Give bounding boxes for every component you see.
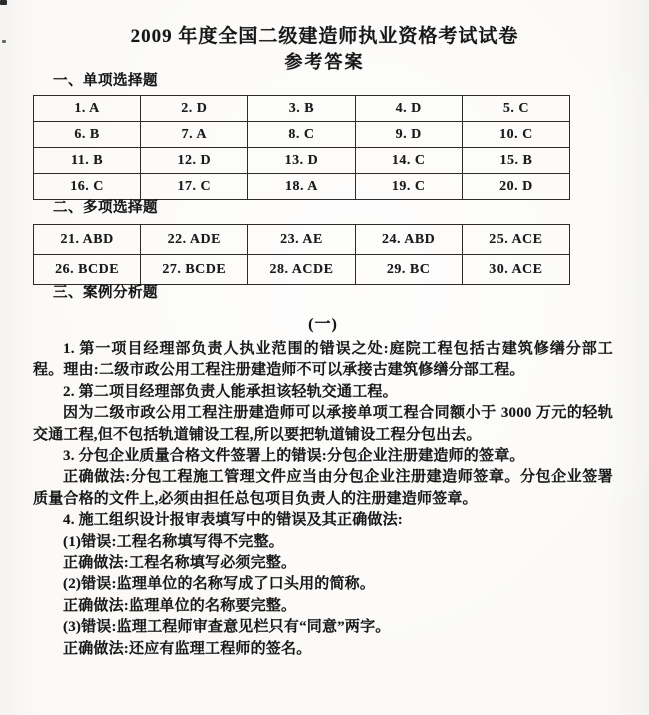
document-subtitle: 参考答案 — [284, 52, 365, 72]
answer-cell: 12. D — [141, 148, 248, 174]
answer-cell: 11. B — [34, 148, 141, 174]
case-paragraph: 因为二级市政公用工程注册建造师可以承接单项工程合同额小于 3000 万元的轻轨交通工程,但不包括轨道铺设工程,所以要把轨道铺设工程分包出去。 — [33, 405, 613, 443]
scan-artifact — [2, 40, 6, 43]
answer-cell: 21. ABD — [34, 225, 141, 255]
answer-cell: 2. D — [141, 96, 248, 122]
answer-cell: 6. B — [34, 122, 141, 148]
answer-cell: 9. D — [355, 122, 462, 148]
table-row — [34, 225, 570, 255]
section-heading-multi-choice: 二、多项选择题 — [53, 200, 158, 216]
case-paragraph: 3. 分包企业质量合格文件签署上的错误:分包企业注册建造师的签章。 — [63, 448, 525, 465]
answer-cell: 22. ADE — [141, 225, 248, 255]
answer-cell: 16. C — [34, 174, 141, 200]
case-one-label: (一) — [308, 316, 338, 333]
answer-cell: 1. A — [34, 96, 141, 122]
section-heading-single-choice: 一、单项选择题 — [53, 73, 158, 89]
case-paragraph: (1)错误:工程名称填写得不完整。 — [63, 533, 284, 550]
answer-cell: 3. B — [248, 96, 355, 122]
case-paragraph: 正确做法:工程名称填写必须完整。 — [63, 555, 297, 572]
table-row — [34, 148, 570, 174]
answer-cell: 26. BCDE — [34, 255, 141, 285]
answer-cell: 27. BCDE — [141, 255, 248, 285]
answer-cell: 24. ABD — [355, 225, 462, 255]
answer-cell: 23. AE — [248, 225, 355, 255]
answer-cell: 20. D — [462, 174, 569, 200]
scan-artifact — [0, 0, 7, 5]
answer-cell: 13. D — [248, 148, 355, 174]
answer-cell: 30. ACE — [462, 255, 569, 285]
table-row — [34, 255, 570, 285]
answer-cell: 5. C — [462, 96, 569, 122]
case-paragraph: (3)错误:监理工程师审查意见栏只有“同意”两字。 — [63, 619, 391, 636]
document-header — [0, 0, 649, 73]
case-paragraph: 正确做法:还应有监理工程师的签名。 — [63, 640, 312, 657]
document-body — [33, 73, 613, 660]
table-row — [34, 174, 570, 200]
answer-cell: 15. B — [462, 148, 569, 174]
answer-cell: 18. A — [248, 174, 355, 200]
section-heading-case-analysis: 三、案例分析题 — [53, 285, 158, 301]
case-paragraph: (2)错误:监理单位的名称写成了口头用的简称。 — [63, 576, 376, 593]
document-title: 2009 年度全国二级建造师执业资格考试试卷 — [130, 26, 519, 47]
answer-cell: 7. A — [141, 122, 248, 148]
answer-cell: 14. C — [355, 148, 462, 174]
answer-cell: 17. C — [141, 174, 248, 200]
answer-cell: 29. BC — [355, 255, 462, 285]
multi-choice-answer-table — [33, 224, 570, 285]
case-analysis-text — [33, 339, 613, 660]
answer-cell: 28. ACDE — [248, 255, 355, 285]
answer-cell: 4. D — [355, 96, 462, 122]
case-paragraph: 正确做法:监理单位的名称要完整。 — [63, 597, 297, 614]
single-choice-answer-table — [33, 95, 570, 200]
case-paragraph: 4. 施工组织设计报审表填写中的错误及其正确做法: — [63, 512, 403, 529]
answer-cell: 8. C — [248, 122, 355, 148]
table-row — [34, 122, 570, 148]
case-paragraph: 正确做法:分包工程施工管理文件应当由分包企业注册建造师签章。分包企业签署质量合格的文件上,必须由担任总包项目负责人的注册建造师签章。 — [33, 469, 613, 507]
answer-cell: 25. ACE — [462, 225, 569, 255]
table-row — [34, 96, 570, 122]
case-paragraph: 1. 第一项目经理部负责人执业范围的错误之处:庭院工程包括古建筑修缮分部工程。理由:二级市政公用工程注册建造师不可以承接古建筑修缮分部工程。 — [33, 341, 613, 379]
answer-cell: 10. C — [462, 122, 569, 148]
case-paragraph: 2. 第二项目经理部负责人能承担该轻轨交通工程。 — [63, 383, 398, 400]
answer-cell: 19. C — [355, 174, 462, 200]
